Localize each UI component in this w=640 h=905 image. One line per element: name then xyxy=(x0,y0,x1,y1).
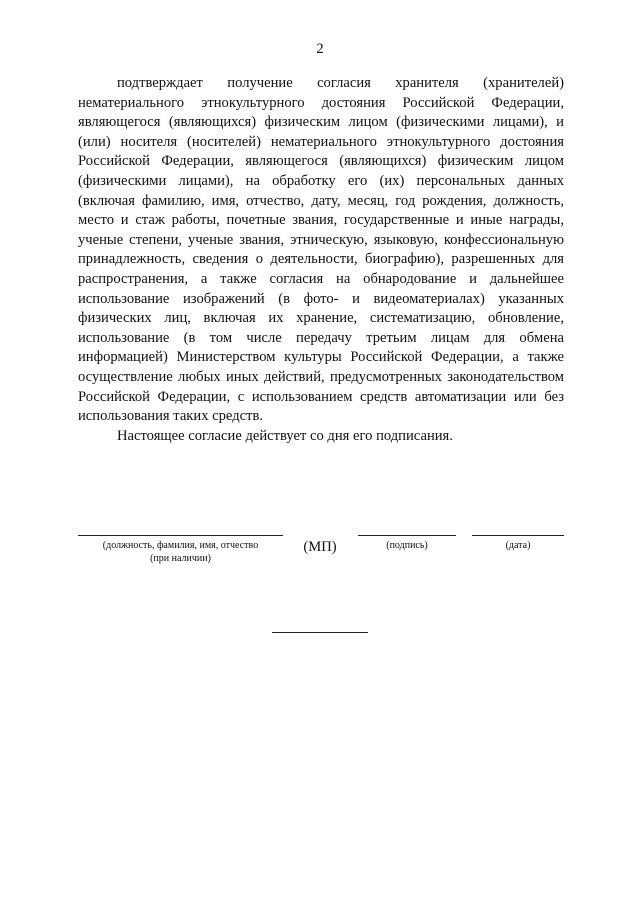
page-number: 2 xyxy=(316,41,324,57)
validity-paragraph: Настоящее согласие действует со дня его подписания. xyxy=(117,427,453,444)
date-line xyxy=(472,535,564,536)
position-caption: (должность, фамилия, имя, отчество xyxy=(102,540,259,551)
document-end-divider xyxy=(272,632,368,633)
stamp-placeholder: (МП) xyxy=(303,539,337,555)
date-caption: (дата) xyxy=(505,540,531,551)
position-caption-note: (при наличии) xyxy=(150,553,211,564)
signature-caption: (подпись) xyxy=(386,540,428,551)
consent-paragraph: подтверждает получение согласия хранителя (хранителей) нематериального этнокультурного достояния Российской Федерации, являющегося (являющихся) физическим лицом (физическими лицами), и (или) носителя (носителей) нематериального этнокультурного достояния Российской Федерации, являющегося (являющихся) физическим лицом (физическими лицами), на обработку его (их) персональных данных (включая фамилию, имя, отчество, дату, месяц, год рождения, должность, место и стаж работы, почетные звания, государственные и иные награды, ученые степени, ученые звания, этническую, языковую, конфессиональную принадлежность, сведения о деятельности, биографию), разрешенных для распространения, а также согласия на обнародование и дальнейшее использование изображений (в фото- и видеоматериалах) указанных физических лиц, включая их хранение, систематизацию, обновление, использование (в том числе передачу третьим лицам для обмена информацией) Министерством культуры Российской Федерации, а также осуществление любых иных действий, предусмотренных законодательством Российской Федерации, с использованием средств автоматизации или без использования таких средств. xyxy=(78,75,564,425)
position-signature-line xyxy=(78,535,283,536)
document-body xyxy=(78,74,564,446)
signature-line xyxy=(358,535,456,536)
